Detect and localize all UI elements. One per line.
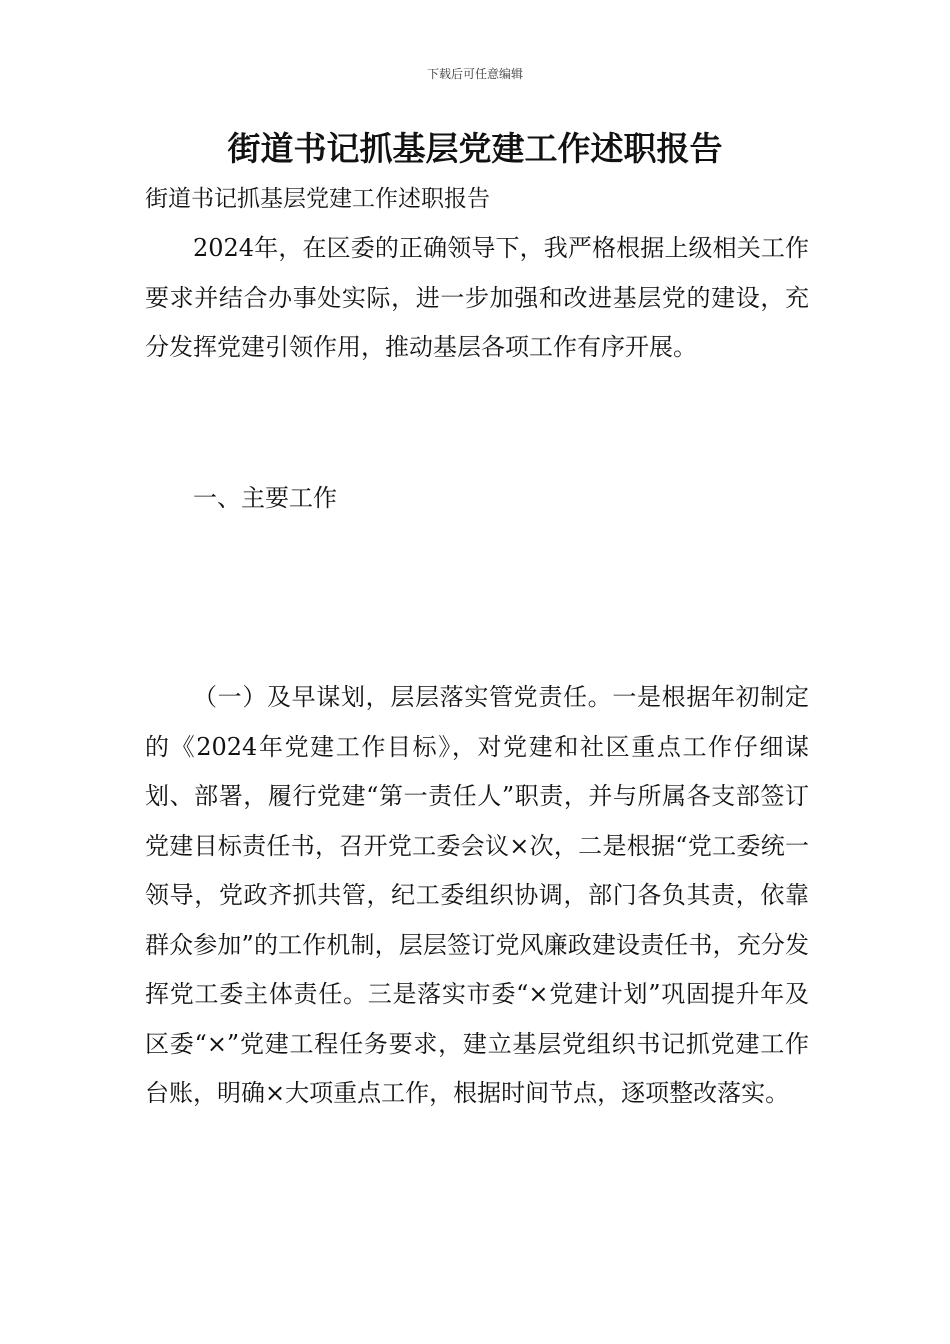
header-note: 下载后可任意编辑 (426, 67, 523, 81)
document-title: 街道书记抓基层党建工作述职报告 (227, 129, 723, 168)
document-subtitle: 街道书记抓基层党建工作述职报告 (145, 186, 490, 212)
intro-paragraph: 2024年，在区委的正确领导下，我严格根据上级相关工作要求并结合办事处实际，进一步加强和改进基层党的建设，充分发挥党建引领作用，推动基层各项工作有序开展。 (145, 234, 809, 361)
body-paragraph: （一）及早谋划，层层落实管党责任。一是根据年初制定的《2024年党建工作目标》，对党建和社区重点工作仔细谋划、部署，履行党建“第一责任人”职责，并与所属各支部签订党建目标责任书，召开党工委会议×次，二是根据“党工委统一领导，党政齐抓共管，纪工委组织协调，部门各负其责，依靠群众参加”的工作机制，层层签订党风廉政建设责任书，充分发挥党工委主体责任。三是落实市委“×党建计划”巩固提升年及区委“×”党建工程任务要求，建立基层党组织书记抓党建工作台账，明确×大项重点工作，根据时间节点，逐项整改落实。 (145, 683, 809, 1107)
section-heading: 一、主要工作 (193, 484, 337, 512)
